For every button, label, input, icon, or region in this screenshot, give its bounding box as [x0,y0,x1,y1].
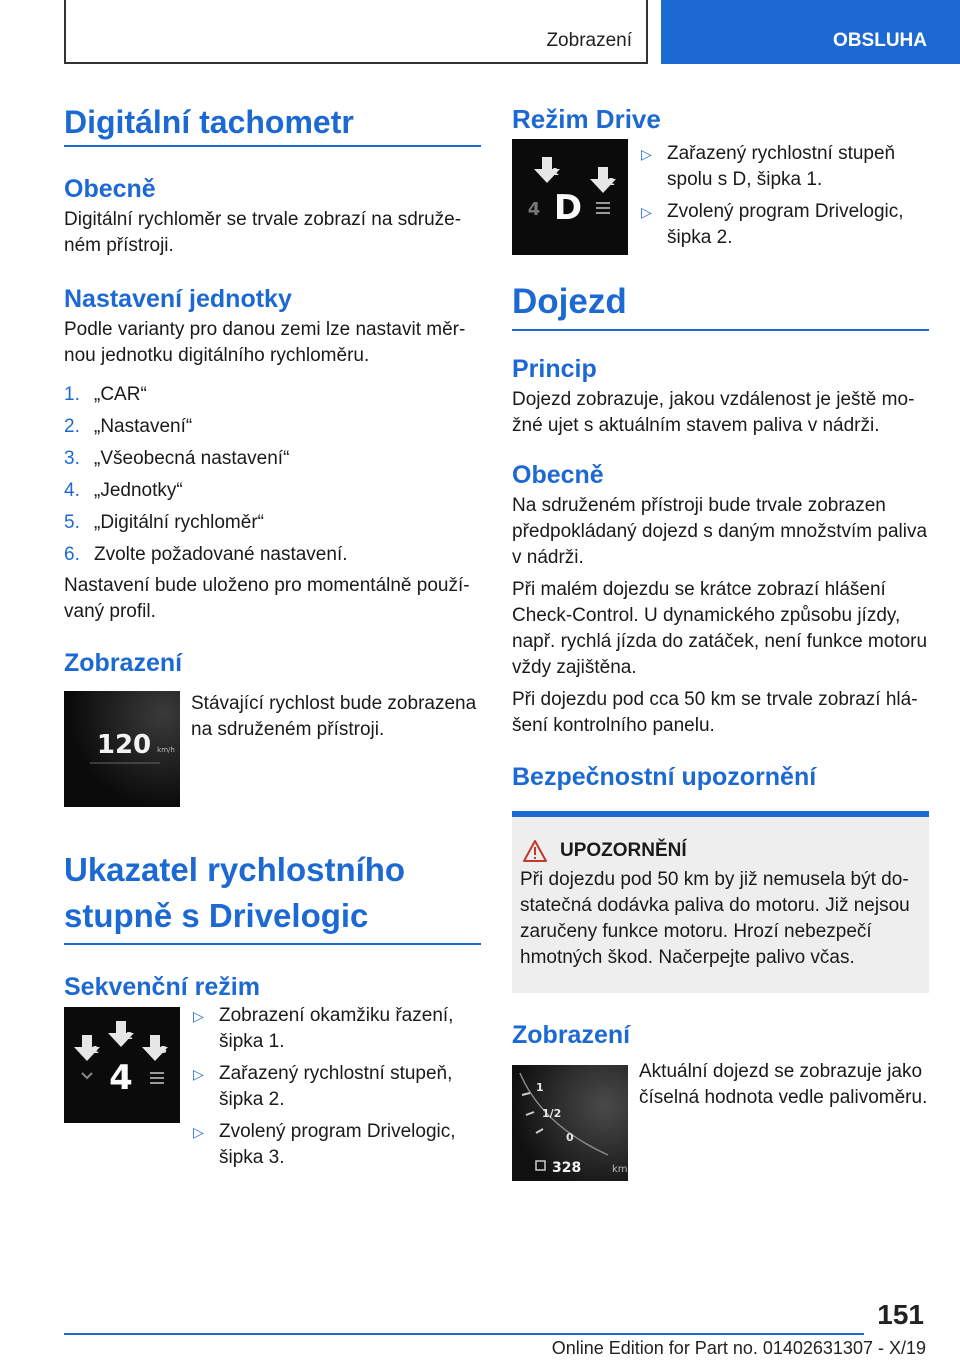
drive-item: ▷ Zařazený rychlostní stupeň spolu s D, šipka 1. [641,143,896,190]
warning-box [512,811,929,993]
units-text: Podle varianty pro danou zemi lze nastavit měrnou jednotku digitálního rychloměru. [64,319,466,366]
page-number: 151 [877,1299,924,1330]
warning-text: Při dojezdu pod 50 km by již nemusela být dostatečná dodávka paliva do motoru. Již nejsou zaručeny funkce motoru. Hrozí nebezpečí hmotných škod. Načerpejte palivo včas. [520,869,910,968]
header-chapter-box [661,0,960,64]
display-heading: Zobrazení [64,649,183,677]
step-item: 1. „CAR“ [64,384,147,405]
header-chapter-label: OBSLUHA [833,30,927,51]
step-item: 5. „Digitální rychloměr“ [64,512,264,533]
fuel-gauge-image [512,1065,628,1181]
range-general-heading: Obecně [512,461,604,489]
sequential-item: ▷ Zvolený program Drivelogic, šipka 3. [193,1121,456,1168]
general-text: Digitální rychloměr se trvale zobrazí na sdruženém přístroji. [64,209,462,256]
units-note: Nastavení bude uloženo pro momentálně používaný profil. [64,575,470,622]
sequential-gear-image [64,1007,180,1123]
sequential-row [64,1005,481,1168]
step-item: 3. „Všeobecná nastavení“ [64,448,290,469]
sequential-item: ▷ Zařazený rychlostní stupeň, šipka 2. [193,1063,453,1110]
settings-steps [64,379,481,571]
fuel-display-row [512,1061,929,1181]
svg-text:D: D [553,188,583,228]
units-heading: Nastavení jednotky [64,285,292,313]
svg-text:120: 120 [96,730,152,760]
svg-text:1: 1 [536,1081,544,1094]
drive-gear-image [512,139,628,255]
general-heading: Obecně [64,175,156,203]
header-section-box [64,0,648,64]
svg-text:2: 2 [126,1031,133,1042]
drive-item: ▷ Zvolený program Drivelogic, šipka 2. [641,201,904,248]
speed-display-row [64,691,481,807]
range-general-p1: Na sdruženém přístroji bude trvale zobrazen předpokládaný dojezd s daným množstvím paliva v nádrži. [512,495,928,568]
principle-heading: Princip [512,355,597,383]
range-title: Dojezd [512,279,929,331]
svg-text:328: 328 [552,1160,582,1176]
svg-text:1/2: 1/2 [542,1107,562,1120]
speed-display-image [64,691,180,807]
fuel-display-text: Aktuální dojezd se zobrazuje jako číselná hodnota vedle palivoměru. [639,1061,928,1108]
svg-text:km: km [612,1164,628,1175]
step-item: 4. „Jednotky“ [64,480,183,501]
warning-triangle-icon [522,839,548,863]
sequential-text [191,1003,481,1177]
digital-speedometer-title: Digitální tachometr [64,103,481,147]
svg-text:1: 1 [92,1045,99,1056]
sequential-item: ▷ Zobrazení okamžiku řazení, šipka 1. [193,1005,454,1052]
svg-text:1: 1 [552,167,559,178]
principle-text: Dojezd zobrazuje, jakou vzdálenost je ještě možné ujet s aktuálním stavem paliva v nádrži. [512,389,915,436]
step-item: 6. Zvolte požadované nastavení. [64,544,348,565]
header-section-label: Zobrazení [546,30,632,51]
safety-heading: Bezpečnostní upozornění [512,763,817,791]
svg-text:km/h: km/h [157,746,175,754]
sequential-mode-heading: Sekvenční režim [64,973,260,1001]
step-item: 2. „Nastavení“ [64,416,193,437]
gear-indicator-title: Ukazatel rychlostního stupně s Drivelogic [64,847,481,945]
svg-text:4: 4 [527,199,541,220]
left-column [64,103,481,1168]
footer-rule [64,1333,864,1335]
drive-row [512,139,929,255]
range-general-p3: Při dojezdu pod cca 50 km se trvale zobrazí hlášení kontrolního panelu. [512,689,918,736]
drive-mode-heading: Režim Drive [512,104,661,134]
speed-display-text: Stávající rychlost bude zobrazena na sdruženém přístroji. [191,693,477,740]
drive-text [639,141,929,257]
svg-text:3: 3 [160,1045,167,1056]
svg-text:2: 2 [608,177,615,188]
footer-edition-text: Online Edition for Part no. 01402631307 - X/19 [551,1338,926,1358]
svg-text:4: 4 [109,1058,133,1098]
warning-title: UPOZORNĚNÍ [560,840,687,861]
warning-title-row [520,839,919,863]
right-column [512,103,929,1181]
range-general-p2: Při malém dojezdu se krátce zobrazí hlášení Check-Control. U dynamického způsobu jízdy, např. rychlá jízda do zatáček, není funkce motoru vždy zajištěna. [512,579,928,678]
svg-text:0: 0 [566,1131,574,1144]
range-display-heading: Zobrazení [512,1021,631,1049]
